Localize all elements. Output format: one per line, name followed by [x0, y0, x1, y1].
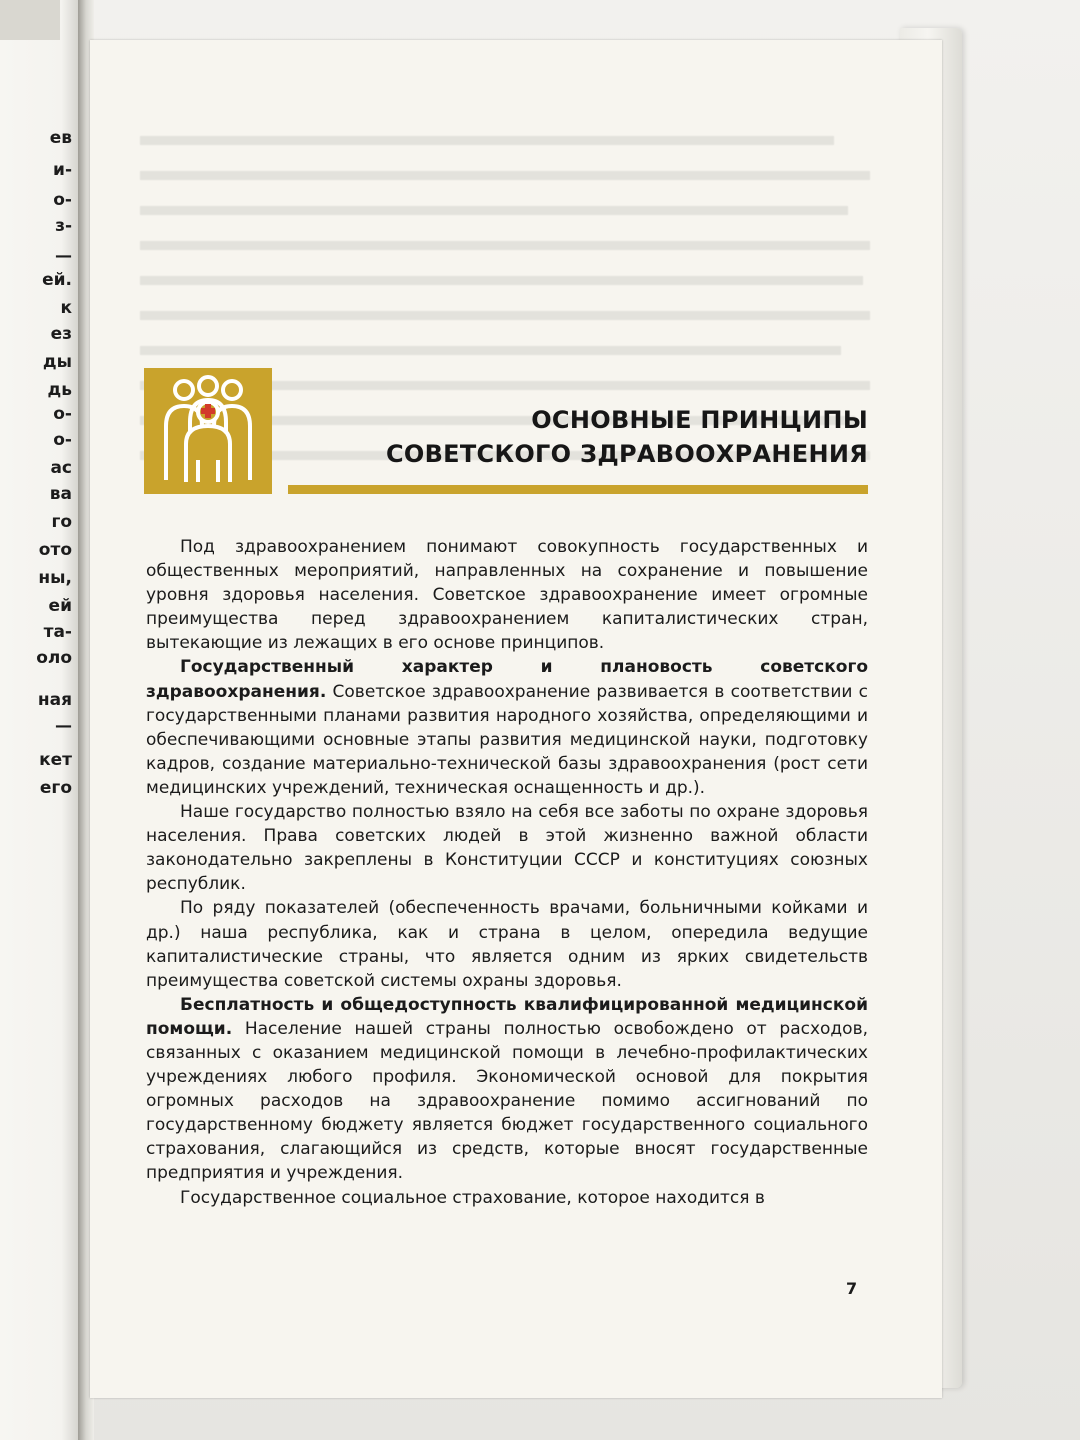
paragraph-2-lead: Государственный характер и плановость советского здравоохранения. — [146, 657, 868, 702]
left-page-word: та- — [43, 622, 72, 642]
paragraph-6: Государственное социальное страхование, которое находится в — [180, 1187, 765, 1208]
paragraph-2: Государственный характер и плановость советского здравоохранения. Советское здравоохранение развивается в соответствии с государственными планами развития народного хозяйства, определяющими и обеспечивающими основные этапы развития медицинской науки, подготовку кадров, создание материально-технической базы здравоохранения (рост сети медицинских учреждений, техническая оснащенность и др.). — [146, 657, 868, 798]
section-heading — [380, 403, 868, 471]
paragraph-4: По ряду показателей (обеспеченность врачами, больничными койками и др.) наша республика, как и страна в целом, опередила ведущие капиталистические страны, что является одним из ярких свидетельств преимущества советской системы охраны здоровья. — [146, 898, 868, 991]
page-number: 7 — [846, 1279, 858, 1298]
left-page-fragment — [0, 0, 82, 1440]
left-page-word: ны, — [38, 568, 72, 588]
left-page-word: о- — [53, 190, 72, 210]
paragraph-1: Под здравоохранением понимают совокупность государственных и общественных мероприятий, направленных на сохранение и повышение уровня здоровья населения. Советское здравоохранение имеет огромные преимущества перед здравоохранением капиталистических стран, вытекающие из лежащих в его основе принципов. — [146, 537, 868, 654]
left-page-word: его — [39, 778, 72, 798]
left-page-word: ез — [50, 324, 72, 344]
left-page-word: о- — [53, 430, 72, 450]
left-page-word: з- — [55, 216, 72, 236]
left-page-word: оло — [36, 648, 72, 668]
paragraph-3: Наше государство полностью взяло на себя все заботы по охране здоровья населения. Права советских людей в этой жизненно важной области законодательно закреплены в Конституции СССР и конституциях союзных республик. — [146, 802, 868, 895]
section-heading-line2: СОВЕТСКОГО ЗДРАВООХРАНЕНИЯ — [385, 440, 868, 468]
binding-tape — [0, 0, 60, 40]
left-page-word: — — [55, 246, 72, 266]
left-page-word: дь — [47, 380, 72, 400]
left-page-word: ото — [38, 540, 72, 560]
left-page-word: ас — [50, 458, 72, 478]
emblem-graphic — [144, 368, 272, 494]
left-page-word: ей. — [42, 270, 72, 290]
left-page-word: ды — [42, 352, 72, 372]
heading-rule — [288, 485, 868, 494]
left-page-word: и- — [53, 160, 72, 180]
left-page-word: о- — [53, 404, 72, 424]
left-page-word: ей — [48, 596, 72, 616]
medical-workers-group-icon — [144, 368, 272, 494]
paragraph-5-lead: Бесплатность и общедоступность квалифицированной медицинской помощи. — [146, 994, 868, 1039]
left-page-word: — — [55, 716, 72, 736]
paragraph-5: Бесплатность и общедоступность квалифицированной медицинской помощи. Население нашей страны полностью освобождено от расходов, связанных с оказанием медицинской помощи в лечебно-профилактических учреждениях любого профиля. Экономической основой для покрытия огромных расходов на здравоохранение помимо ассигнований по государственному бюджету является бюджет государственного социального страхования, слагающийся из средств, которые вносят государственные предприятия и учреждения. — [146, 994, 868, 1184]
left-page-word: ная — [37, 690, 72, 710]
left-page-word: кет — [39, 750, 72, 770]
left-page-word: го — [51, 512, 72, 532]
body-text — [146, 535, 868, 1210]
left-page-word: к — [60, 298, 72, 318]
section-heading-line1: ОСНОВНЫЕ ПРИНЦИПЫ — [531, 406, 868, 434]
left-page-word: ев — [49, 128, 72, 148]
left-page-word: ва — [49, 484, 72, 504]
